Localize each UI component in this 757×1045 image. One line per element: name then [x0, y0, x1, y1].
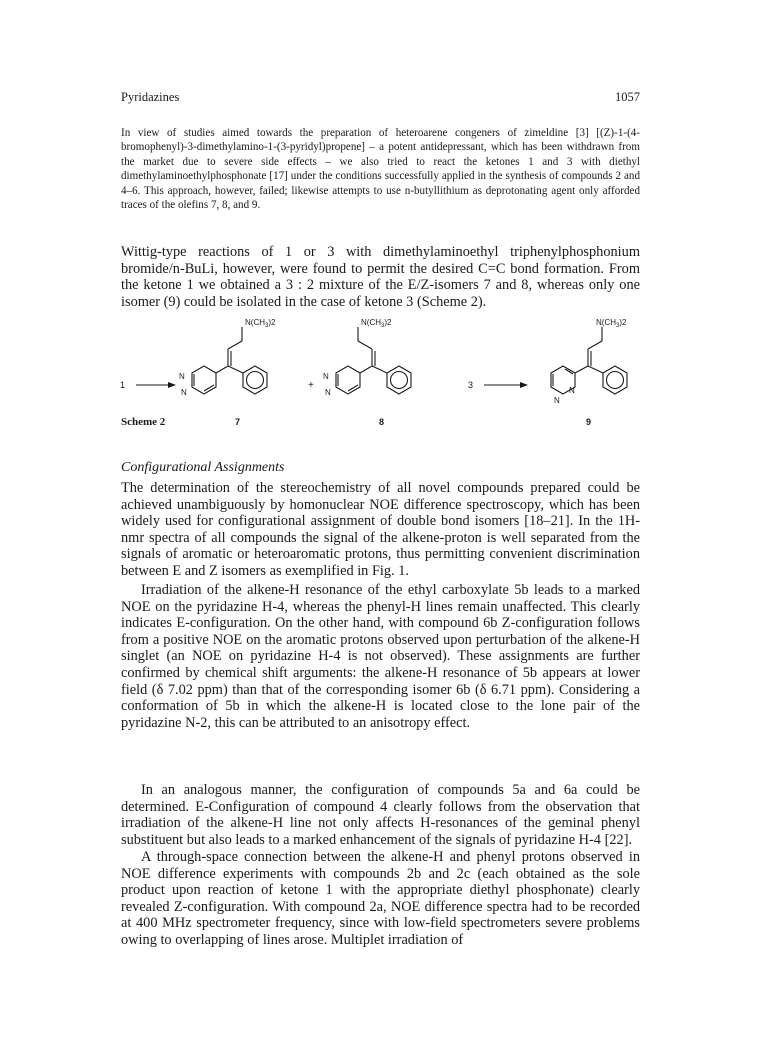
- compound-7-label: 7: [235, 417, 241, 427]
- structure-7: [179, 318, 276, 427]
- scheme-caption: Scheme 2: [121, 416, 166, 428]
- amine-group-9: $N(CH_3)2$: [596, 318, 627, 329]
- svg-text:N: N: [554, 396, 560, 405]
- svg-text:N: N: [181, 388, 187, 397]
- paragraph-4: A through-space connection between the alkene-H and phenyl protons observed in NOE difference experiments with compounds 2b and 2c (each obtained as the sole product upon reaction of ketone 1 with the appropriate diethyl phosphonate) clearly revealed Z-configuration. With compound 2a, NOE difference spectra had to be recorded at 400 MHz spectrometer frequency, since with low-field spectrometers severe problems owing to overlapping of lines arose. Multiplet irradiation of: [121, 849, 640, 948]
- page-number: 1057: [615, 90, 640, 104]
- wittig-paragraph: Wittig-type reactions of 1 or 3 with dimethylaminoethyl triphenylphosphonium bromide/n-BuLi, however, were found to permit the desired C=C bond formation. From the ketone 1 we obtained a 3 : 2 mixture of the E/Z-isomers 7 and 8, whereas only one isomer (9) could be isolated in the case of ketone 3 (Scheme 2).: [121, 244, 640, 310]
- amine-group-8: $N(CH_3)2$: [361, 318, 392, 329]
- compound-9-label: 9: [586, 417, 592, 427]
- section-heading: Configurational Assignments: [121, 460, 285, 475]
- scheme-2: [100, 313, 660, 433]
- arrowhead-2: [520, 382, 528, 388]
- reactant-3-label: 3: [468, 380, 474, 390]
- arrowhead-1: [168, 382, 176, 388]
- amine-group-7: $N(CH_3)2$: [245, 318, 276, 329]
- paragraph-3: In an analogous manner, the configuration of compounds 5a and 6a could be determined. E-Configuration of compound 4 clearly follows from the observation that irradiation of the alkene-H line not only affects H-resonances of the geminal phenyl substituent but also leads to a marked enhancement of the signals of pyridazine H-4 [22].: [121, 782, 640, 848]
- intro-paragraph: In view of studies aimed towards the preparation of heteroarene congeners of zimeldine [3] [(Z)-1-(4-bromophenyl)-3-dimethylamino-1-(3-pyridyl)propene] – a potent antidepressant, which has been withdrawn from the market due to severe side effects – we also tried to react the ketones 1 and 3 with diethyl dimethylaminoethylphosphonate [17] under the conditions successfully applied in the synthesis of compounds 2 and 4–6. This approach, however, failed; likewise attempts to use n-butyllithium as deprotonating agent only afforded traces of the olefins 7, 8, and 9.: [121, 127, 640, 212]
- paragraph-2: Irradiation of the alkene-H resonance of the ethyl carboxylate 5b leads to a marked NOE on the pyridazine H-4, whereas the phenyl-H lines remain unaffected. This clearly indicates E-configuration. On the other hand, with compound 6b Z-configuration follows from a positive NOE on the aromatic protons observed upon perturbation of the alkene-H singlet (an NOE on pyridazine H-4 is not observed). These assignments are further confirmed by chemical shift arguments: the alkene-H resonance of 5b appears at lower field (δ 7.02 ppm) than that of the corresponding isomer 6b (δ 6.71 ppm). Considering a conformation of 5b in which the alkene-H is located close to the lone pair of the pyridazine N-2, this can be attributed to an anisotropy effect.: [121, 582, 640, 731]
- compound-8-label: 8: [379, 417, 385, 427]
- svg-text:N: N: [569, 386, 575, 395]
- reactant-1-label: 1: [120, 380, 126, 390]
- pyridazine-ring-8: [336, 366, 360, 394]
- svg-text:N: N: [325, 388, 331, 397]
- paragraph-1: The determination of the stereochemistry of all novel compounds prepared could be achieved unambiguously by homonuclear NOE difference spectroscopy, which has been widely used for configurational assignment of double bond isomers [18–21]. In the 1H-nmr spectra of all compounds the signal of the alkene-proton is well separated from the signals of aromatic or heteroaromatic protons, thus permitting convenient discrimination between E and Z isomers as exemplified in Fig. 1.: [121, 480, 640, 579]
- scheme-2-structures: [100, 313, 660, 433]
- svg-text:N: N: [323, 372, 329, 381]
- pyridazine-ring-7: [192, 366, 216, 394]
- running-title: Pyridazines: [121, 90, 180, 104]
- structure-9: [551, 318, 627, 427]
- svg-text:N: N: [179, 372, 185, 381]
- plus-sign: +: [308, 380, 314, 391]
- structure-8: [323, 318, 411, 427]
